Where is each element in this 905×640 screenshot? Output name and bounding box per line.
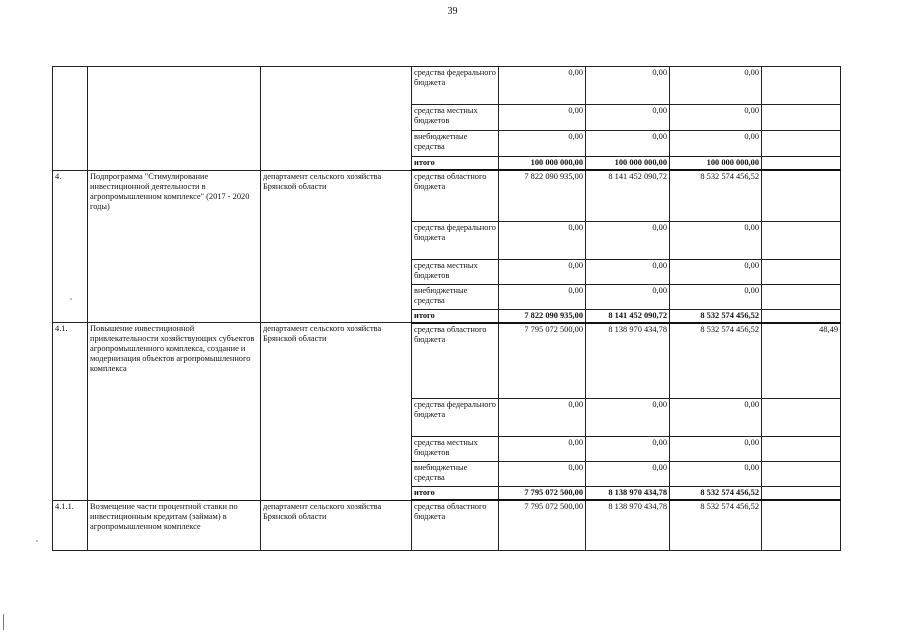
cell-num-empty bbox=[53, 67, 88, 171]
item-name: Повышение инвестиционной привлекательности хозяйствующих субъектов агропромышленного комплекса, создание и модернизация объектов агропромышленного комплекса bbox=[88, 323, 261, 501]
indicator-cell bbox=[762, 259, 841, 284]
value-cell: 7 795 072 500,00 bbox=[499, 500, 586, 550]
indicator-cell bbox=[762, 105, 841, 131]
indicator-cell bbox=[762, 284, 841, 309]
indicator-cell bbox=[762, 487, 841, 501]
value-cell: 0,00 bbox=[499, 131, 586, 157]
value-cell: 0,00 bbox=[586, 131, 670, 157]
source-label: средства местных бюджетов bbox=[412, 437, 499, 462]
total-value: 100 000 000,00 bbox=[586, 157, 670, 171]
scan-edge-mark bbox=[3, 614, 4, 630]
value-cell: 0,00 bbox=[586, 437, 670, 462]
source-label: средства местных бюджетов bbox=[412, 259, 499, 284]
value-cell: 0,00 bbox=[586, 221, 670, 259]
total-label: итого bbox=[412, 487, 499, 501]
indicator-cell bbox=[762, 399, 841, 437]
value-cell: 0,00 bbox=[670, 399, 762, 437]
value-cell: 8 532 574 456,52 bbox=[670, 323, 762, 399]
indicator-cell bbox=[762, 67, 841, 105]
value-cell: 0,00 bbox=[499, 399, 586, 437]
item-name: Подпрограмма "Стимулирование инвестиционной деятельности в агропромышленном комплексе" (2017 - 2020 годы) bbox=[88, 170, 261, 323]
value-cell: 0,00 bbox=[586, 105, 670, 131]
value-cell: 8 138 970 434,78 bbox=[586, 323, 670, 399]
indicator-cell bbox=[762, 131, 841, 157]
value-cell: 0,00 bbox=[499, 437, 586, 462]
indicator-cell bbox=[762, 157, 841, 171]
total-value: 8 532 574 456,52 bbox=[670, 487, 762, 501]
value-cell: 0,00 bbox=[499, 259, 586, 284]
value-cell: 0,00 bbox=[670, 437, 762, 462]
value-cell: 8 532 574 456,52 bbox=[670, 500, 762, 550]
value-cell: 0,00 bbox=[586, 259, 670, 284]
total-value: 8 141 452 090,72 bbox=[586, 309, 670, 323]
indicator-cell bbox=[762, 437, 841, 462]
cell-name-empty bbox=[88, 67, 261, 171]
value-cell: 0,00 bbox=[586, 399, 670, 437]
value-cell: 8 532 574 456,52 bbox=[670, 170, 762, 221]
indicator-cell bbox=[762, 500, 841, 550]
value-cell: 0,00 bbox=[586, 284, 670, 309]
value-cell: 0,00 bbox=[670, 221, 762, 259]
indicator-cell bbox=[762, 462, 841, 487]
source-label: средства федерального бюджета bbox=[412, 67, 499, 105]
value-cell: 0,00 bbox=[670, 284, 762, 309]
indicator-cell bbox=[762, 309, 841, 323]
table-row bbox=[53, 500, 841, 550]
total-value: 8 138 970 434,78 bbox=[586, 487, 670, 501]
scan-speck bbox=[36, 540, 38, 542]
budget-table bbox=[52, 66, 841, 551]
value-cell: 0,00 bbox=[586, 462, 670, 487]
item-name: Возмещение части процентной ставки по инвестиционным кредитам (займам) в агропромышленном комплексе bbox=[88, 500, 261, 550]
item-number: 4. bbox=[53, 170, 88, 323]
total-label: итого bbox=[412, 309, 499, 323]
source-label: средства федерального бюджета bbox=[412, 221, 499, 259]
value-cell: 7 795 072 500,00 bbox=[499, 323, 586, 399]
value-cell: 0,00 bbox=[586, 67, 670, 105]
value-cell: 0,00 bbox=[670, 462, 762, 487]
source-label: средства областного бюджета bbox=[412, 500, 499, 550]
item-executor: департамент сельского хозяйства Брянской области bbox=[261, 323, 412, 501]
item-executor: департамент сельского хозяйства Брянской области bbox=[261, 500, 412, 550]
page-number: 39 bbox=[447, 6, 458, 17]
value-cell: 0,00 bbox=[670, 131, 762, 157]
scan-speck bbox=[70, 298, 72, 300]
total-value: 7 822 090 935,00 bbox=[499, 309, 586, 323]
value-cell: 0,00 bbox=[670, 259, 762, 284]
indicator-cell bbox=[762, 221, 841, 259]
value-cell: 0,00 bbox=[499, 67, 586, 105]
value-cell: 0,00 bbox=[499, 462, 586, 487]
value-cell: 7 822 090 935,00 bbox=[499, 170, 586, 221]
table-row bbox=[53, 67, 841, 105]
value-cell: 0,00 bbox=[499, 284, 586, 309]
source-label: внебюджетные средства bbox=[412, 462, 499, 487]
value-cell: 0,00 bbox=[499, 221, 586, 259]
source-label: средства областного бюджета bbox=[412, 323, 499, 399]
source-label: средства областного бюджета bbox=[412, 170, 499, 221]
value-cell: 0,00 bbox=[670, 67, 762, 105]
value-cell: 0,00 bbox=[499, 105, 586, 131]
total-label: итого bbox=[412, 157, 499, 171]
indicator-value: 48,49 bbox=[762, 323, 841, 399]
item-number: 4.1. bbox=[53, 323, 88, 501]
source-label: внебюджетные средства bbox=[412, 131, 499, 157]
total-value: 100 000 000,00 bbox=[499, 157, 586, 171]
total-value: 7 795 072 500,00 bbox=[499, 487, 586, 501]
total-value: 100 000 000,00 bbox=[670, 157, 762, 171]
source-label: внебюджетные средства bbox=[412, 284, 499, 309]
item-executor: департамент сельского хозяйства Брянской области bbox=[261, 170, 412, 323]
value-cell: 8 141 452 090,72 bbox=[586, 170, 670, 221]
value-cell: 0,00 bbox=[670, 105, 762, 131]
source-label: средства местных бюджетов bbox=[412, 105, 499, 131]
total-value: 8 532 574 456,52 bbox=[670, 309, 762, 323]
cell-executor-empty bbox=[261, 67, 412, 171]
table-row bbox=[53, 323, 841, 399]
value-cell: 8 138 970 434,78 bbox=[586, 500, 670, 550]
table-row bbox=[53, 170, 841, 221]
source-label: средства федерального бюджета bbox=[412, 399, 499, 437]
indicator-cell bbox=[762, 170, 841, 221]
item-number: 4.1.1. bbox=[53, 500, 88, 550]
